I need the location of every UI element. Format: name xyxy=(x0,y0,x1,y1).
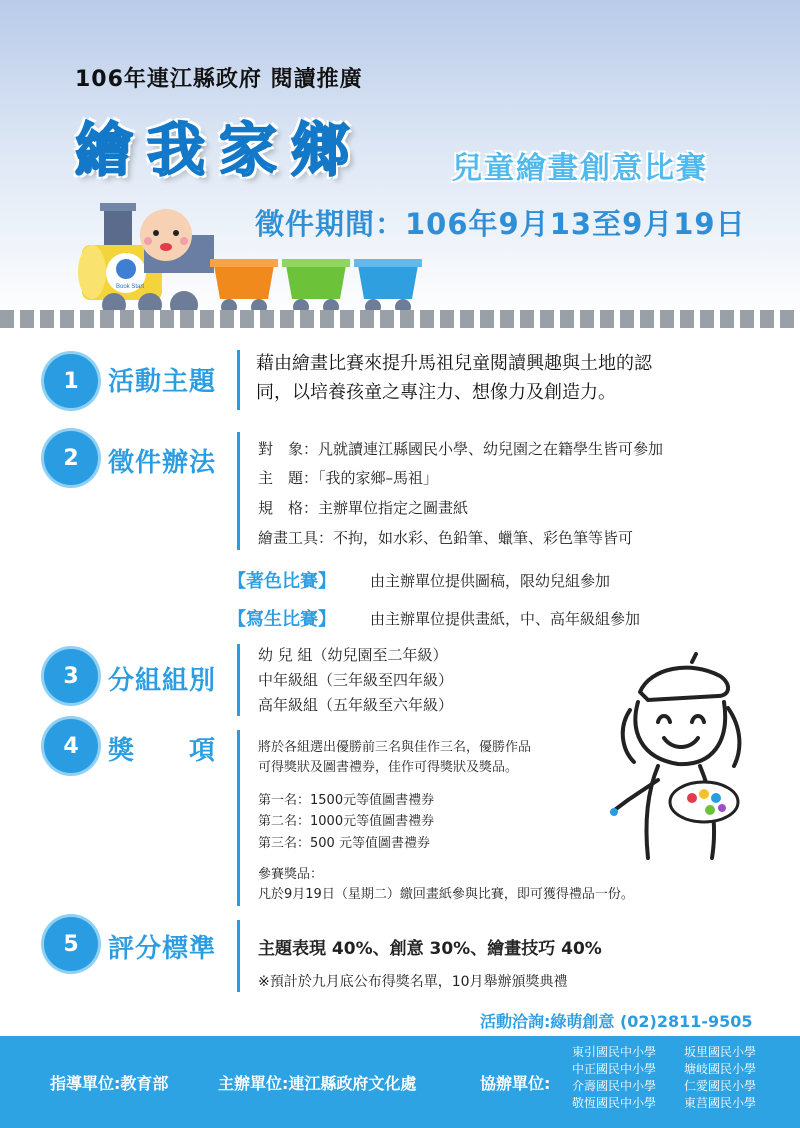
section-1-line-1: 藉由繪畫比賽來提升馬祖兒童閱讀興趣與土地的認 xyxy=(256,353,652,374)
footer-supervisor: 指導單位:教育部 xyxy=(50,1074,169,1093)
section-1-divider xyxy=(237,350,240,410)
section-3-line-2: 中年級組（三年級至四年級） xyxy=(258,671,454,689)
section-2-line-4: 繪畫工具：不拘，如水彩、色鉛筆、蠟筆、彩色筆等皆可 xyxy=(258,529,634,547)
section-2-title: 徵件辦法 xyxy=(108,448,217,478)
section-1-line-2: 同，以培養孩童之專注力、想像力及創造力。 xyxy=(256,382,616,403)
section-4-intro-1: 將於各組選出優勝前三名與佳作三名，優勝作品 xyxy=(258,740,532,755)
contest-sketch-desc: 由主辦單位提供畫紙，中、高年級組參加 xyxy=(370,610,641,628)
footer-co-organizer-label: 協辦單位: xyxy=(480,1074,551,1093)
section-1-title: 活動主題 xyxy=(108,367,217,397)
section-1-number: 1 xyxy=(44,354,98,408)
organizer-line: 106年連江縣政府 閱讀推廣 xyxy=(75,67,363,92)
prize-second: 第二名：1000元等值圖書禮券 xyxy=(258,814,435,829)
section-5-number: 5 xyxy=(44,917,98,971)
school-col2-4: 東莒國民小學 xyxy=(684,1096,757,1110)
section-3-number: 3 xyxy=(44,649,98,703)
contest-coloring-desc: 由主辦單位提供圖稿，限幼兒組參加 xyxy=(370,572,611,590)
section-2-divider xyxy=(237,432,240,550)
section-3-divider xyxy=(237,644,240,716)
section-4-number: 4 xyxy=(44,719,98,773)
participation-label: 參賽獎品： xyxy=(258,867,324,882)
contest-coloring-label: 【著色比賽】 xyxy=(228,571,336,592)
divider-strip xyxy=(0,310,800,328)
section-3-line-1: 幼 兒 組（幼兒園至二年級） xyxy=(258,646,448,664)
submission-period: 徵件期間：106年9月13至9月19日 xyxy=(255,207,746,241)
school-col2-3: 仁愛國民小學 xyxy=(684,1079,757,1093)
contest-sketch-label: 【寫生比賽】 xyxy=(228,609,336,630)
section-3-line-3: 高年級組（五年級至六年級） xyxy=(258,696,454,714)
award-note: ※預計於九月底公布得獎名單，10月舉辦頒獎典禮 xyxy=(258,974,568,990)
school-col1-2: 中正國民中小學 xyxy=(572,1062,657,1076)
girl-painter-illustration xyxy=(600,650,770,865)
school-col2-2: 塘岐國民小學 xyxy=(684,1062,757,1076)
participation-desc: 凡於9月19日（星期二）繳回畫紙參與比賽，即可獲得禮品一份。 xyxy=(258,887,634,902)
section-5-divider xyxy=(237,920,240,992)
prize-third: 第三名：500 元等值圖書禮券 xyxy=(258,836,430,851)
school-col1-4: 敬恆國民中小學 xyxy=(572,1096,657,1110)
judging-criteria: 主題表現 40%、創意 30%、繪畫技巧 40% xyxy=(258,939,602,959)
train-illustration xyxy=(74,195,434,325)
school-col1-1: 東引國民中小學 xyxy=(572,1045,657,1059)
school-col2-1: 坂里國民小學 xyxy=(684,1045,757,1059)
section-4-intro-2: 可得獎狀及圖書禮券，佳作可得獎狀及獎品。 xyxy=(258,760,519,775)
section-2-line-3: 規 格：主辦單位指定之圖畫紙 xyxy=(258,499,469,517)
section-2-line-1: 對 象：凡就讀連江縣國民小學、幼兒園之在籍學生皆可參加 xyxy=(258,440,664,458)
section-4-title: 獎 項 xyxy=(108,736,217,766)
section-3-title: 分組組別 xyxy=(108,666,217,696)
prize-first: 第一名：1500元等值圖書禮券 xyxy=(258,793,435,808)
contact-info: 活動洽詢:綠萌創意 (02)2811-9505 xyxy=(480,1012,753,1031)
footer-organizer: 主辦單位:連江縣政府文化處 xyxy=(218,1074,417,1093)
train-logo-text: Book Start xyxy=(116,284,145,290)
poster-subtitle: 兒童繪畫創意比賽 xyxy=(452,151,708,186)
section-2-line-2: 主 題：「我的家鄉–馬祖」 xyxy=(258,469,439,487)
section-4-divider xyxy=(237,730,240,906)
poster-title: 繪我家鄉 xyxy=(75,116,364,184)
section-2-number: 2 xyxy=(44,431,98,485)
school-col1-3: 介壽國民中小學 xyxy=(572,1079,657,1093)
section-5-title: 評分標準 xyxy=(108,934,217,964)
